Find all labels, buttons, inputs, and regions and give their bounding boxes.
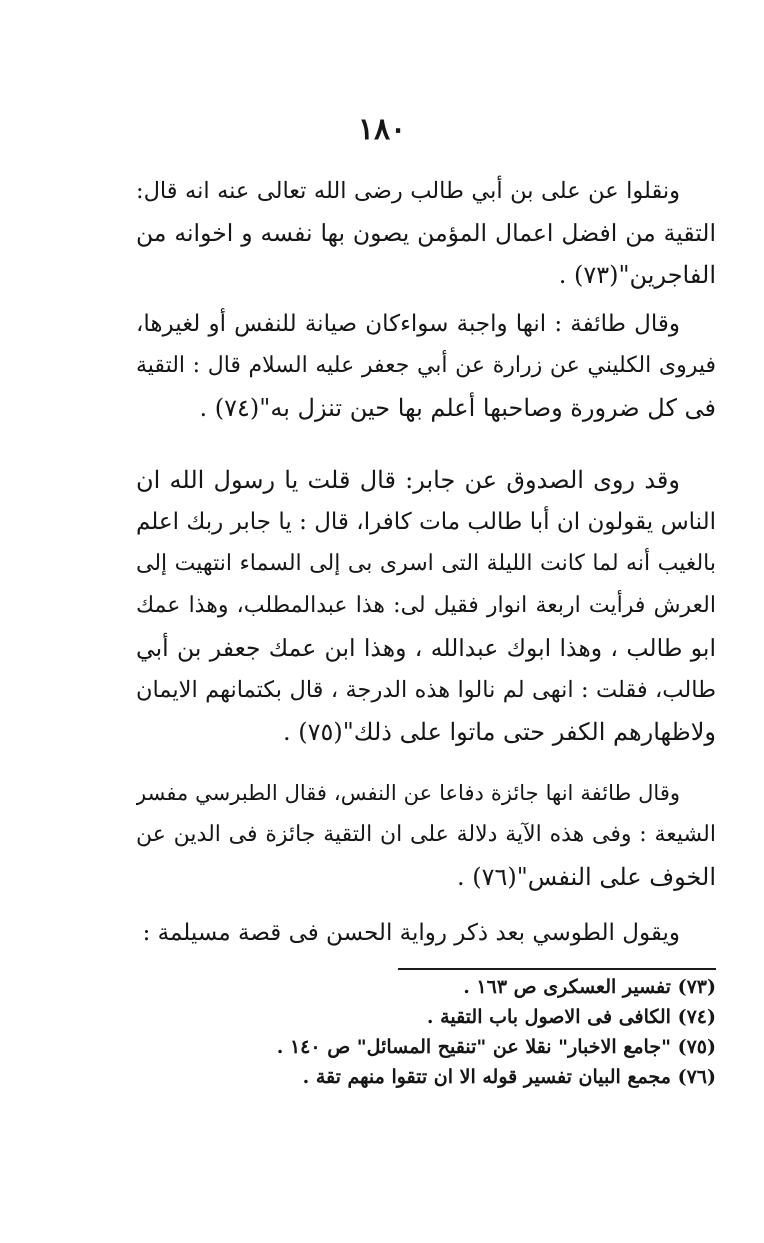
text-line: ونقلوا عن على بن أبي طالب رضى الله تعالى عنه انه قال: xyxy=(136,178,680,204)
footnote-divider xyxy=(398,968,716,970)
footnote-74: (٧٤) الكافى فى الاصول باب التقية . xyxy=(426,1006,716,1028)
text-line: ويقول الطوسي بعد ذكر رواية الحسن فى قصة مسيلمة : xyxy=(142,920,680,946)
text-line: التقية من افضل اعمال المؤمن يصون بها نفسه و اخوانه من xyxy=(136,219,716,247)
text-line: بالغيب أنه لما كانت الليلة التى اسرى بى إلى السماء انتهيت إلى xyxy=(136,551,716,576)
text-line: ابو طالب ، وهذا ابوك عبدالله ، وهذا ابن عمك جعفر بن أبي xyxy=(136,634,716,662)
text-line: الفاجرين"(٧٣) . xyxy=(558,261,716,289)
footnote-75: (٧٥) "جامع الاخبار" نقلا عن "تنقيح المسائل" ص ١٤٠ . xyxy=(276,1036,716,1058)
text-line: الشيعة : وفى هذه الآية دلالة على ان التقية جائزة فى الدين عن xyxy=(136,822,716,847)
text-line: فيروى الكليني عن زرارة عن أبي جعفر عليه السلام قال : التقية xyxy=(136,353,716,378)
text-line: الخوف على النفس"(٧٦) . xyxy=(456,863,716,891)
text-line: الناس يقولون ان أبا طالب مات كافرا، قال : يا جابر ربك اعلم xyxy=(136,509,716,535)
text-line: طالب، فقلت : انهى لم نالوا هذه الدرجة ، قال بكتمانهم الايمان xyxy=(136,677,716,703)
paragraph-saduq-jabir xyxy=(136,459,716,753)
paragraph-obligatory xyxy=(136,303,716,429)
footnote-73: (٧٣) تفسير العسكرى ص ١٦٣ . xyxy=(463,976,716,998)
paragraph-ali-taqiyya xyxy=(136,170,716,296)
paragraph-tabrisi xyxy=(136,772,716,898)
footnote-76: (٧٦) مجمع البيان تفسير قوله الا ان تتقوا منهم تقة . xyxy=(302,1066,716,1088)
text-line: ولاظهارهم الكفر حتى ماتوا على ذلك"(٧٥) . xyxy=(282,718,716,746)
paragraph-tusi xyxy=(136,912,716,954)
footnotes xyxy=(240,972,716,1092)
text-line: وقال طائفة انها جائزة دفاعا عن النفس، فقال الطبرسي مفسر xyxy=(136,781,680,805)
text-line: فى كل ضرورة وصاحبها أعلم بها حين تنزل به"(٧٤) . xyxy=(199,394,716,422)
text-line: العرش فرأيت اربعة انوار فقيل لى: هذا عبدالمطلب، وهذا عمك xyxy=(136,593,716,618)
text-line: وقال طائفة : انها واجبة سواءكان صيانة للنفس أو لغيرها، xyxy=(136,311,680,337)
text-line: وقد روى الصدوق عن جابر: قال قلت يا رسول الله ان xyxy=(136,466,680,494)
page-number: ١٨٠ xyxy=(357,112,407,147)
